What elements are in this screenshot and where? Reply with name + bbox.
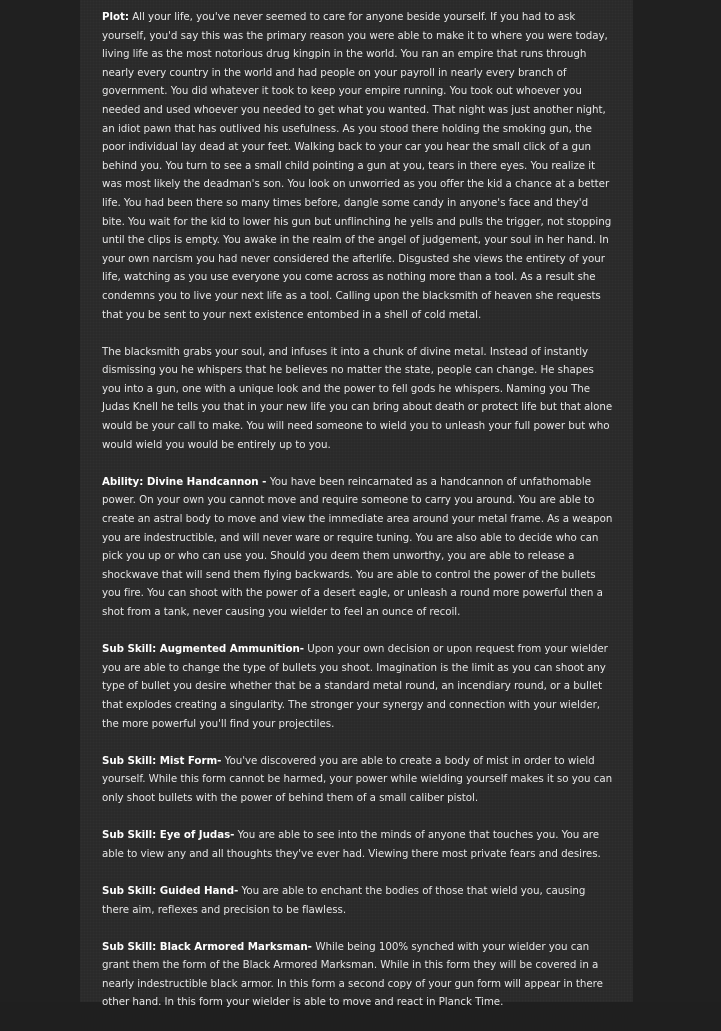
sub-skill-text: While being 100% synched with your wielder you can grant them the form of the Black Armored Marksman. While in this form they will be covered in a nearly indestructible black armor. In this form a second copy of your gun form will appear in there other hand. In this form your wielder is able to move and react in Planck Time. (102, 940, 603, 1009)
blacksmith-paragraph (102, 343, 614, 455)
plot-paragraph (102, 8, 614, 324)
sub-skill-text: You've discovered you are able to create a body of mist in order to wield yourself. While this form cannot be harmed, your power while wielding yourself makes it so you can only shoot bullets with the power of behind them of a small caliber pistol. (102, 754, 613, 804)
post-body (102, 8, 614, 1031)
sub-skill-text: You are able to see into the minds of anyone that touches you. You are able to view any and all thoughts they've ever had. Viewing there most private fears and desires. (102, 829, 601, 860)
sub-skill-paragraph (102, 752, 614, 808)
sub-skill-label: Sub Skill: Black Armored Marksman- (102, 940, 316, 953)
sub-skill-label: Sub Skill: Guided Hand- (102, 884, 239, 897)
sub-skill-label: Sub Skill: Augmented Ammunition- (102, 643, 304, 656)
ability-label: Ability: Divine Handcannon - (102, 475, 270, 488)
sub-skill-paragraph (102, 938, 614, 1012)
sub-skill-text: Upon your own decision or upon request from your wielder you are able to change the type of bullets you shoot. Imagination is the limit as you can shoot any type of bullet you desire whether that be a standard metal round, an incendiary round, or a bullet that explodes creating a singularity. The stronger your synergy and connection with your wielder, the more powerful you'll find your projectiles. (102, 643, 608, 730)
sub-skill-paragraph (102, 826, 614, 863)
plot-label: Plot: (102, 11, 129, 23)
sub-skill-paragraph (102, 640, 614, 733)
sub-skill-text: You are able to enchant the bodies of those that wield you, causing there aim, reflexes and precision to be flawless. (102, 884, 586, 916)
blacksmith-text: The blacksmith grabs your soul, and infuses it into a chunk of divine metal. Instead of instantly dismissing you he whispers that he believes no matter the state, people can change. He shapes you into a gun, one with a unique look and the power to fell gods he whispers. Naming you The Judas Knell he tells you that in your new life you can bring about death or protect life but that alone would be your call to make. You will need someone to wield you to unleash your full power but who would wield you would be entirely up to you. (102, 345, 613, 451)
ability-paragraph (102, 473, 614, 622)
plot-text: All your life, you've never seemed to care for anyone beside yourself. If you had to ask yourself, you'd say this was the primary reason you were able to make it to where you were today, living life as the most notorious drug kingpin in the world. You ran an empire that runs through nearly every country in the world and had people on your payroll in nearly every branch of government. You did whatever it took to keep your empire running. You took out whoever you needed and used whoever you needed to get what you wanted. That night was just another night, an idiot pawn that has outlived his usefulness. As you stood there holding the smoking gun, the poor individual lay dead at your feet. Walking back to your car you hear the small click of a gun behind you. You turn to see a small child pointing a gun at you, tears in there eyes. You realize it was most likely the deadman's son. You look on unworried as you offer the kid a chance at a better life. You had been there so many times before, dangle some candy in anyone's face and they'd bite. You wait for the kid to lower his gun but unflinching he yells and pulls the trigger, not stopping until the clips is empty. You awake in the realm of the angel of judgement, your soul in her hand. In your own narcism you had never considered the afterlife. Disgusted she views the entirety of your life, watching as you use everyone you come across as nothing more than a tool. As a result she condemns you to live your next life as a tool. Calling upon the blacksmith of heaven she requests that you be sent to your next existence entombed in a shell of cold metal. (102, 11, 612, 321)
sub-skill-label: Sub Skill: Mist Form- (102, 754, 222, 767)
ability-text: You have been reincarnated as a handcannon of unfathomable power. On your own you cannot move and require someone to carry you around. You are able to create an astral body to move and view the immediate area around your metal frame. As a weapon you are indestructible, and will never ware or require tuning. You are also able to decide who can pick you up or who can use you. Should you deem them unworthy, you are able to release a shockwave that will send them flying backwards. You are able to control the power of the bullets you fire. You can shoot with the power of a desert eagle, or unleash a round more powerful then a shot from a tank, never causing you wielder to feel an ounce of recoil. (102, 475, 613, 618)
sub-skill-label: Sub Skill: Eye of Judas- (102, 829, 235, 842)
sub-skill-paragraph (102, 882, 614, 919)
